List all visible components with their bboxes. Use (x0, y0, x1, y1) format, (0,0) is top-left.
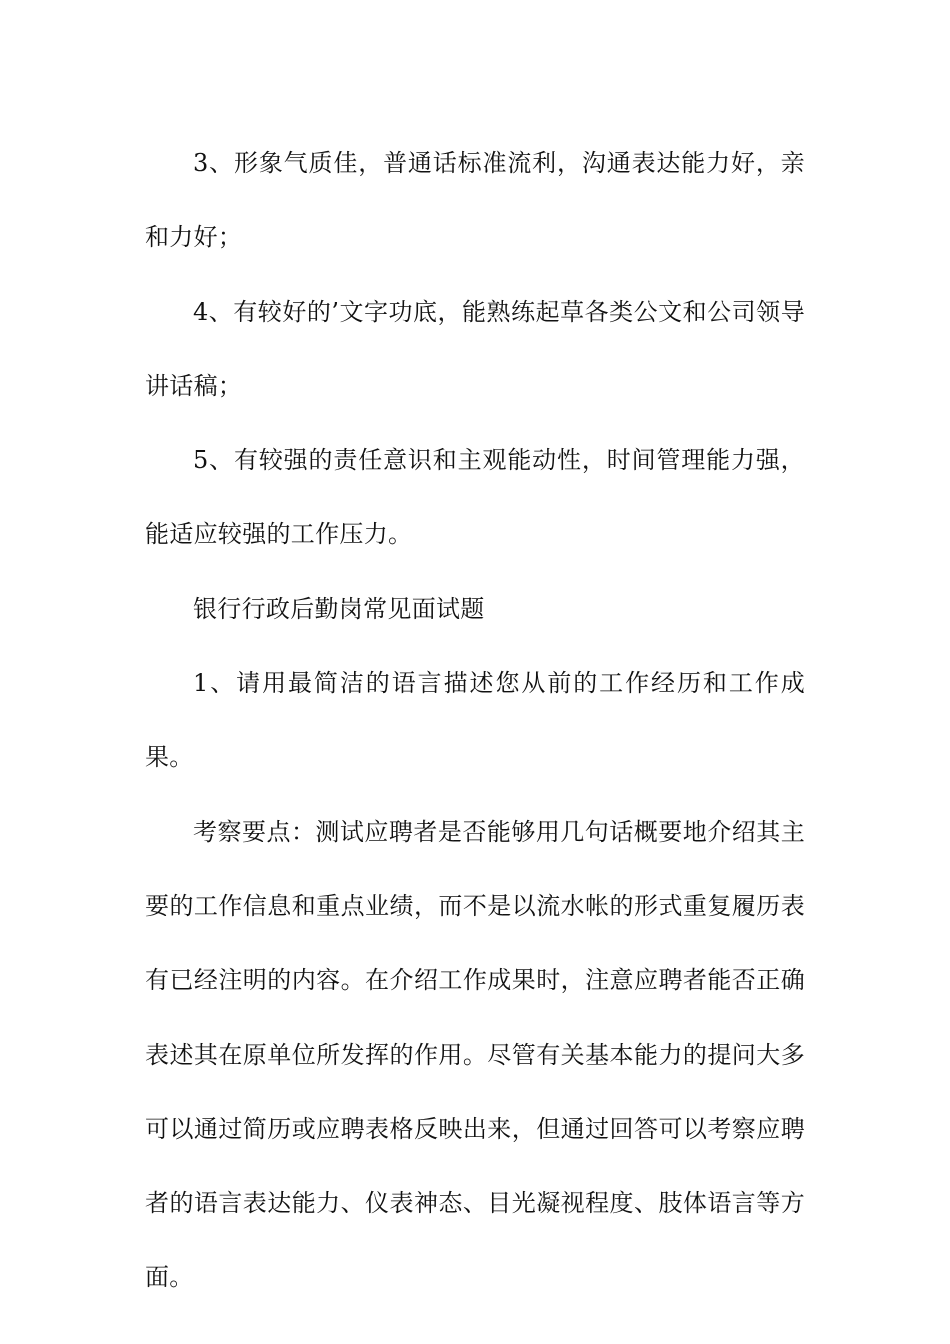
paragraph-question-1: 1、请用最简洁的语言描述您从前的工作经历和工作成果。 (145, 669, 805, 772)
paragraph-key-points: 考察要点：测试应聘者是否能够用几句话概要地介绍其主要的工作信息和重点业绩，而不是以流水帐的形式重复履历表有已经注明的内容。在介绍工作成果时，注意应聘者能否正确表述其在原单位所发挥的作用。尽管有关基本能力的提问大多可以通过简历或应聘表格反映出来，但通过回答可以考察应聘者的语言表达能力、仪表神态、目光凝视程度、肢体语言等方面。 (145, 817, 805, 1292)
paragraph-requirement-5: 5、有较强的责任意识和主观能动性，时间管理能力强，能适应较强的工作压力。 (145, 446, 805, 549)
section-heading: 银行行政后勤岗常见面试题 (193, 594, 485, 623)
paragraph-requirement-4: 4、有较好的’文字功底，能熟练起草各类公文和公司领导讲话稿； (145, 297, 805, 400)
paragraph-requirement-3: 3、形象气质佳，普通话标准流利，沟通表达能力好，亲和力好； (145, 149, 805, 252)
document-body (145, 126, 805, 1315)
